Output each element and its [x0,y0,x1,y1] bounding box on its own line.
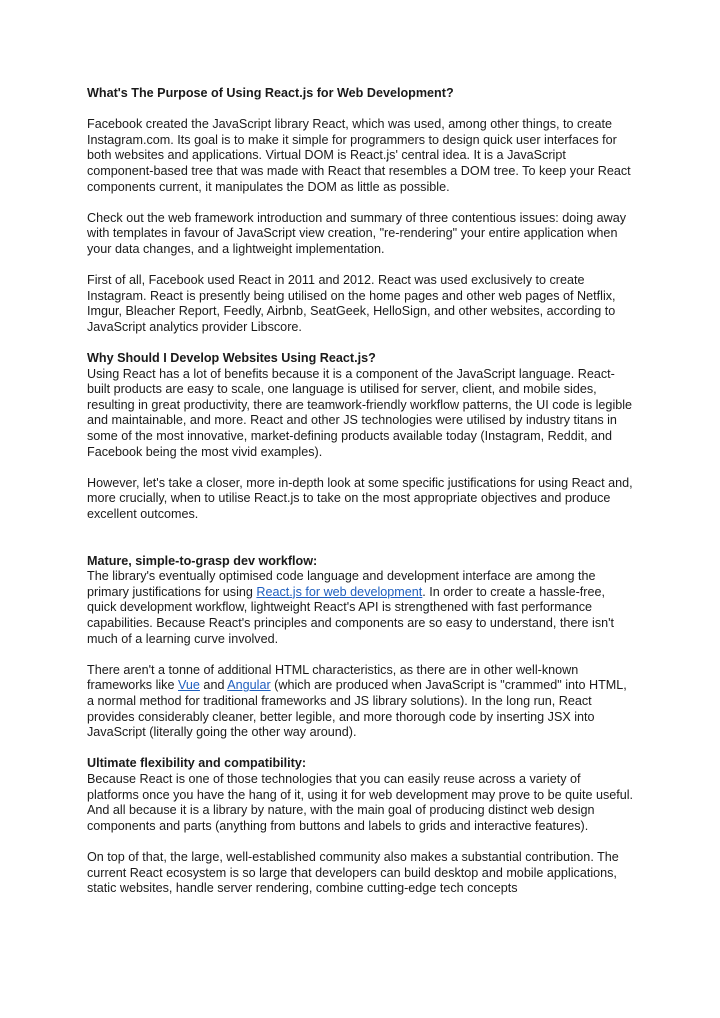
heading-flexibility: Ultimate flexibility and compatibility: [87,756,307,771]
reactjs-web-development-link[interactable]: React.js for web development [256,584,423,599]
html-text-b: and [199,678,228,693]
html-text-a: There aren't a tonne of additional HTML characteristics, as there are in other well-known frameworks like [87,662,579,693]
heading-dev-workflow: Mature, simple-to-grasp dev workflow: [87,553,318,568]
paragraph-flexibility: Because React is one of those technologies that you can easily reuse across a variety of platforms once you have the hang of it, using it for web development may prove to be quite useful. And all because it is a library by nature, with the main goal of producing distinct web design components and parts (anything from buttons and labels to grids and interactive features). [87,771,634,833]
angular-link[interactable]: Angular [227,678,271,693]
paragraph-history: First of all, Facebook used React in 2011 and 2012. React was used exclusively to create Instagram. React is presently being utilised on the home pages and other web pages of Netflix, Imgur, Bleacher Report, Feedly, Airbnb, SeatGeek, HelloSign, and other websites, according to JavaScript analytics provider Libscore. [87,273,616,334]
paragraph-closer-look: However, let's take a closer, more in-depth look at some specific justifications for using React and, more crucially, when to utilise React.js to take on the most appropriate objectives and produce excellent outcomes. [87,475,633,522]
workflow-text-b: . In order to create a hassle-free, quick development workflow, lightweight React's API is strengthened with fast performance capabilities. Because React's principles and components are so easy to understand, there isn't much of a learning curve involved. [87,584,615,646]
heading-why-react: Why Should I Develop Websites Using React.js? [87,351,376,366]
paragraph-html-characteristics [87,663,635,741]
paragraph-workflow [87,569,635,647]
paragraph-benefits: Using React has a lot of benefits because it is a component of the JavaScript language. React-built products are easy to scale, one language is utilised for server, client, and mobile sides, resulting in great productivity, there are teamwork-friendly workflow patterns, the UI code is legible and maintainable, and more. React and other JS technologies were utilised by industry titans in some of the most innovative, market-defining products available today (Instagram, Reddit, and Facebook being the most vivid examples). [87,366,633,459]
vue-link[interactable]: Vue [177,678,200,693]
paragraph-community: On top of that, the large, well-established community also makes a substantial contribution. The current React ecosystem is so large that developers can build desktop and mobile applications, static websites, handle server rendering, combine cutting-edge tech concepts [87,849,619,896]
document-page [87,86,635,897]
workflow-text-a: The library's eventually optimised code language and development interface are among the primary justifications for using [87,569,596,599]
paragraph-intro: Facebook created the JavaScript library React, which was used, among other things, to create Instagram.com. Its goal is to make it simple for programmers to design quick user interfaces for both websites and applications. Virtual DOM is React.js' central idea. It is a JavaScript component-based tree that was made with React that resembles a DOM tree. To keep your React components current, it manipulates the DOM as little as possible. [87,117,631,194]
html-text-c: (which are produced when JavaScript is "crammed" into HTML, a normal method for traditional frameworks and JS library solutions). In the long run, React provides considerably cleaner, better legible, and more thorough code by inserting JSX into JavaScript (literally going the other way around). [87,678,627,740]
document-title: What's The Purpose of Using React.js for Web Development? [87,86,454,100]
paragraph-framework-summary: Check out the web framework introduction and summary of three contentious issues: doing away with templates in favour of JavaScript view creation, "re-rendering" your entire application when your data changes, and a lightweight implementation. [87,210,627,256]
